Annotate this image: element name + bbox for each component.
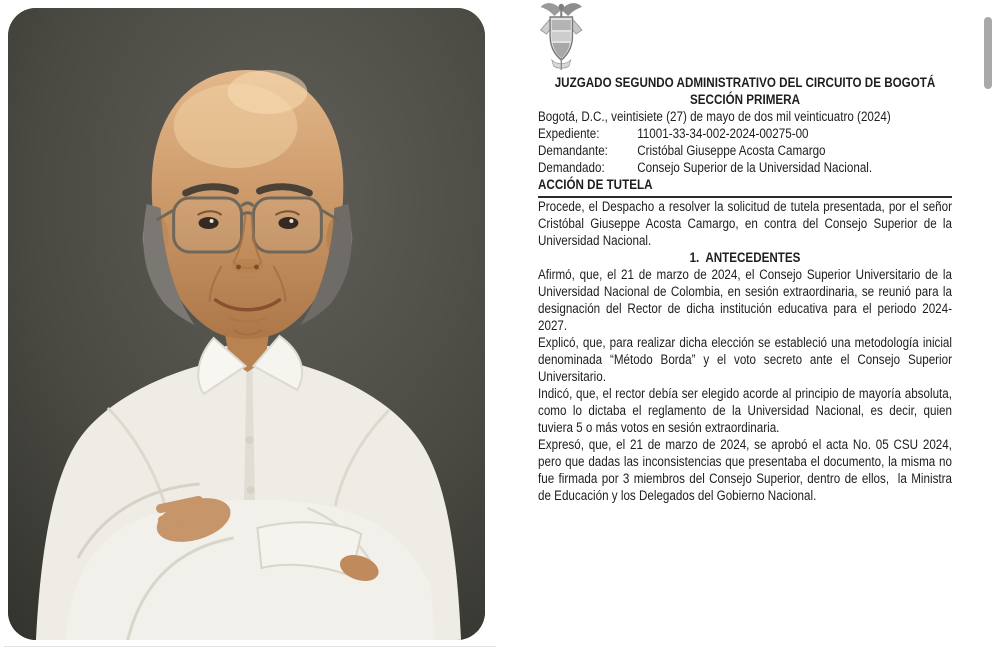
paragraph-intro: Procede, el Despacho a resolver la solicitud de tutela presentada, por el señor Cristóbal Giuseppe Acosta Camargo, en contra del Consejo Superior de la Universidad Nacional. [538,199,952,248]
case-field-label: Demandado: [538,160,605,175]
portrait-illustration [8,8,485,640]
case-field-label: Demandante: [538,143,608,158]
scrollbar-thumb[interactable] [984,17,992,89]
case-fields [538,125,952,176]
court-document [538,0,952,649]
colombia-coat-of-arms-icon [538,0,585,74]
portrait-photo [8,8,485,640]
case-field-value: 11001-33-34-002-2024-00275-00 [637,126,809,141]
antecedentes-heading: 1. ANTECEDENTES [689,250,801,265]
document-title [538,74,952,108]
paragraph-indico: Indicó, que, el rector debía ser elegido acorde al principio de mayoría absoluta, como lo dictaba el reglamento de la Universidad Nacional, es decir, quien tuviera 5 o más votos en sesión extraordinaria. [538,386,952,435]
date-line: Bogotá, D.C., veintisiete (27) de mayo de dos mil veinticuatro (2024) [538,109,891,124]
case-field-expediente [538,125,952,142]
case-field-value: Cristóbal Giuseppe Acosta Camargo [637,143,826,158]
document-title-line2: SECCIÓN PRIMERA [690,92,800,107]
section-heading-accion-de-tutela: ACCIÓN DE TUTELA [538,176,952,198]
photo-shadow-line [4,646,496,647]
coat-of-arms-graphic [538,0,585,74]
case-field-label: Expediente: [538,126,600,141]
case-field-value: Consejo Superior de la Universidad Nacional. [637,160,873,175]
paragraph-explico: Explicó, que, para realizar dicha elección se estableció una metodología inicial denominada “Método Borda” y el voto secreto ante el Consejo Superior Universitario. [538,335,952,384]
paragraph-afirmo: Afirmó, que, el 21 de marzo de 2024, el Consejo Superior Universitario de la Universidad Nacional de Colombia, en sesión extraordinaria, se reunió para la designación del Rector de dicha institución educativa para el periodo 2024-2027. [538,267,952,333]
paragraph-expreso: Expresó, que, el 21 de marzo de 2024, se aprobó el acta No. 05 CSU 2024, pero que dadas las inconsistencias que presentaba el documento, la misma no fue firmada por 3 miembros del Consejo Superior, dentro de ellos, la Ministra de Educación y los Delegados del Gobierno Nacional. [538,437,952,503]
case-field-demandado [538,159,952,176]
document-title-line1: JUZGADO SEGUNDO ADMINISTRATIVO DEL CIRCUITO DE BOGOTÁ [554,75,936,90]
case-field-demandante [538,142,952,159]
